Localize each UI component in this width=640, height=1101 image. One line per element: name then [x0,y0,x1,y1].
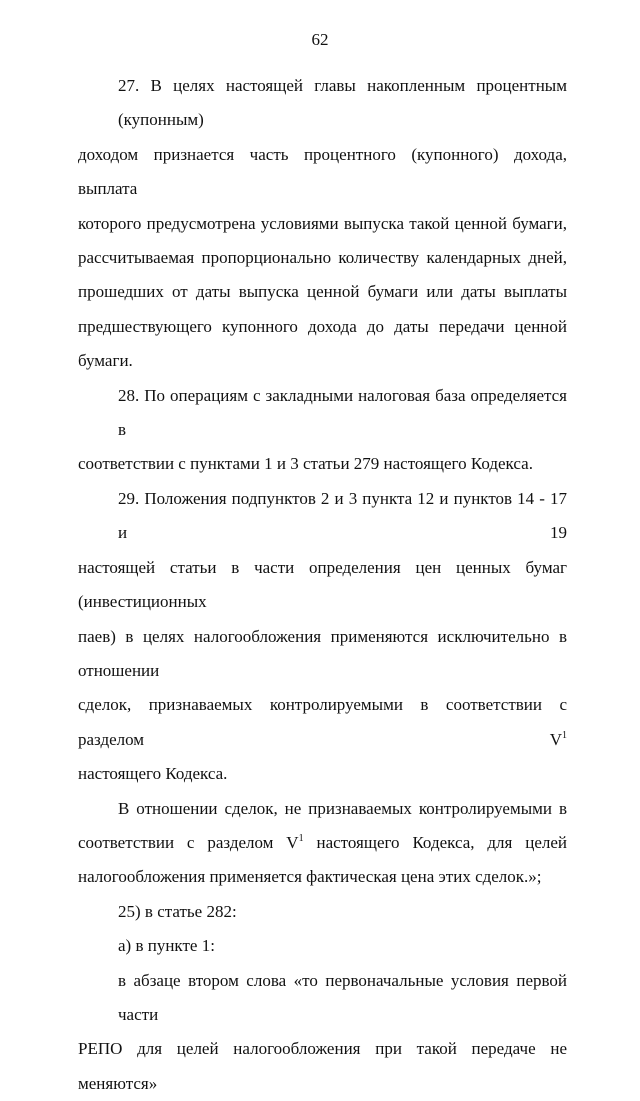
text-line: прошедших от даты выпуска ценной бумаги или даты выплаты [78,282,567,302]
text-fragment: настоящего Кодекса, для целей [316,832,568,852]
text-line: 29. Положения подпунктов 2 и 3 пункта 12 и пунктов 14 - 17 и 19 [118,488,567,543]
text-line: налогообложения применяется фактическая цена этих сделок.»; [78,867,542,887]
text-line: а) в пункте 1: [118,936,215,956]
text-fragment: соответствии с разделом V [78,832,299,852]
text-line: РЕПО для целей налогообложения при такой передаче не меняются» [78,1039,567,1093]
text-line: В отношении сделок, не признаваемых контролируемыми в [118,798,567,818]
text-line: рассчитываемая пропорционально количеству календарных дней, [78,248,567,268]
text-line: предшествующего купонного дохода до даты передачи ценной бумаги. [78,316,567,371]
text-line: 27. В целях настоящей главы накопленным процентным (купонным) [118,76,567,130]
text-line: соответствии с пунктами 1 и 3 статьи 279 настоящего Кодекса. [78,454,533,474]
text-fragment: сделок, признаваемых контролируемыми в соответствии с разделом V [78,695,567,749]
text-line-with-sup [78,688,567,757]
text-line: 25) в статье 282: [118,901,237,921]
text-line: настоящего Кодекса. [78,764,228,784]
paragraph-second-abzac [78,964,567,1101]
paragraph-item-25 [78,895,567,929]
text-line-with-sup [78,826,567,860]
paragraph-non-controlled [78,792,567,895]
superscript: 1 [298,832,304,844]
page-number: 62 [311,30,329,49]
text-line: которого предусмотрена условиями выпуска такой ценной бумаги, [78,213,567,233]
paragraph-28 [78,379,567,482]
text-line: в абзаце втором слова «то первоначальные условия первой части [118,970,567,1024]
text-line: 28. По операциям с закладными налоговая база определяется в [118,385,567,440]
text-line: доходом признается часть процентного (купонного) дохода, выплата [78,144,567,199]
paragraph-subitem-a [78,929,567,963]
text-line: паев) в целях налогообложения применяются исключительно в отношении [78,626,567,680]
paragraph-27 [78,69,567,379]
superscript: 1 [562,729,567,741]
document-body [78,69,567,1101]
paragraph-29 [78,482,567,792]
text-line: настоящей статьи в части определения цен ценных бумаг (инвестиционных [78,557,567,612]
